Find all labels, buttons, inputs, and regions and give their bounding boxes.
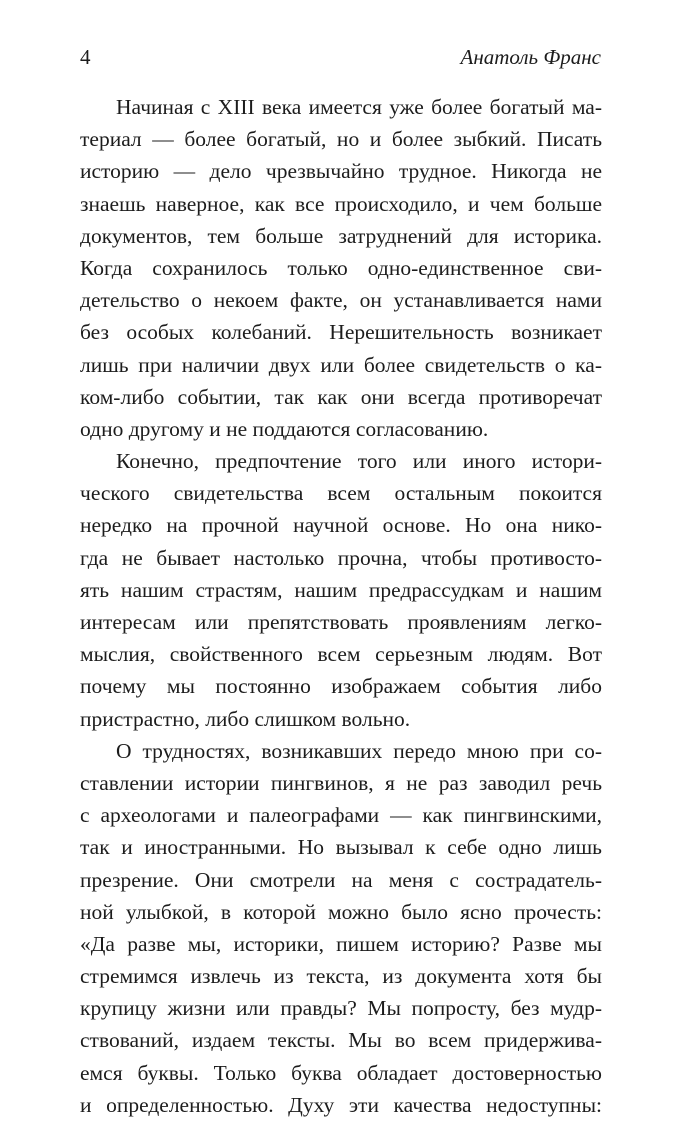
text-line: ком-либо событии, так как они всегда противоречат	[80, 384, 602, 409]
text-line: так и иностранными. Но вызывал к себе одно лишь	[80, 835, 602, 860]
text-line: ставлении истории пингвинов, я не раз заводил речь	[80, 770, 602, 795]
text-line: стремимся извлечь из текста, из документа хотя бы	[80, 964, 602, 989]
paragraph	[80, 445, 602, 735]
text-line: презрение. Они смотрели на меня с сострадатель-	[80, 867, 602, 892]
text-line: мыслия, свойственного всем серьезным людям. Вот	[80, 642, 602, 667]
text-line: ять нашим страстям, нашим предрассудкам и нашим	[80, 577, 602, 602]
text-line: Начиная с XIII века имеется уже более богатый ма-	[116, 95, 602, 119]
text-line: ческого свидетельства всем остальным покоится	[80, 481, 602, 506]
paragraph	[80, 91, 602, 445]
text-line: «Да разве мы, историки, пишем историю? Разве мы	[80, 931, 602, 956]
text-line: Когда сохранилось только одно-единственное сви-	[80, 255, 602, 280]
text-line: ствований, издаем тексты. Мы во всем придержива-	[80, 1028, 602, 1053]
body-text	[80, 91, 602, 1121]
text-line: документов, тем больше затруднений для историка.	[80, 223, 602, 248]
page-number: 4	[80, 45, 91, 69]
text-line: ной улыбкой, в которой можно было ясно прочесть:	[80, 899, 602, 924]
running-head: Анатоль Франс	[460, 45, 601, 69]
text-line: почему мы постоянно изображаем события либо	[80, 674, 602, 699]
text-line: детельство о некоем факте, он устанавливается нами	[80, 288, 602, 313]
paragraph	[80, 735, 602, 1121]
text-line: Конечно, предпочтение того или иного истори-	[116, 449, 602, 474]
text-line: с археологами и палеографами — как пингвинскими,	[80, 803, 602, 828]
text-line: без особых колебаний. Нерешительность возникает	[80, 320, 602, 345]
text-line: и определенностью. Духу эти качества недоступны:	[80, 1092, 602, 1117]
text-line: нередко на прочной научной основе. Но она нико-	[80, 513, 602, 538]
text-line: историю — дело чрезвычайно трудное. Никогда не	[80, 159, 602, 184]
text-line: знаешь наверное, как все происходило, и чем больше	[80, 191, 602, 216]
text-line: крупицу жизни или правды? Мы попросту, без мудр-	[80, 996, 602, 1021]
text-line: пристрастно, либо слишком вольно.	[80, 706, 411, 731]
text-line: емся буквы. Только буква обладает достоверностью	[80, 1060, 602, 1085]
text-line: лишь при наличии двух или более свидетельств о ка-	[80, 352, 602, 377]
text-line: интересам или препятствовать проявлениям легко-	[80, 610, 602, 634]
text-line: одно другому и не поддаются согласованию.	[80, 416, 489, 441]
text-line: териал — более богатый, но и более зыбкий. Писать	[80, 127, 602, 152]
text-line: гда не бывает настолько прочна, чтобы противосто-	[80, 545, 602, 570]
text-line: О трудностях, возникавших передо мною при со-	[116, 738, 602, 763]
